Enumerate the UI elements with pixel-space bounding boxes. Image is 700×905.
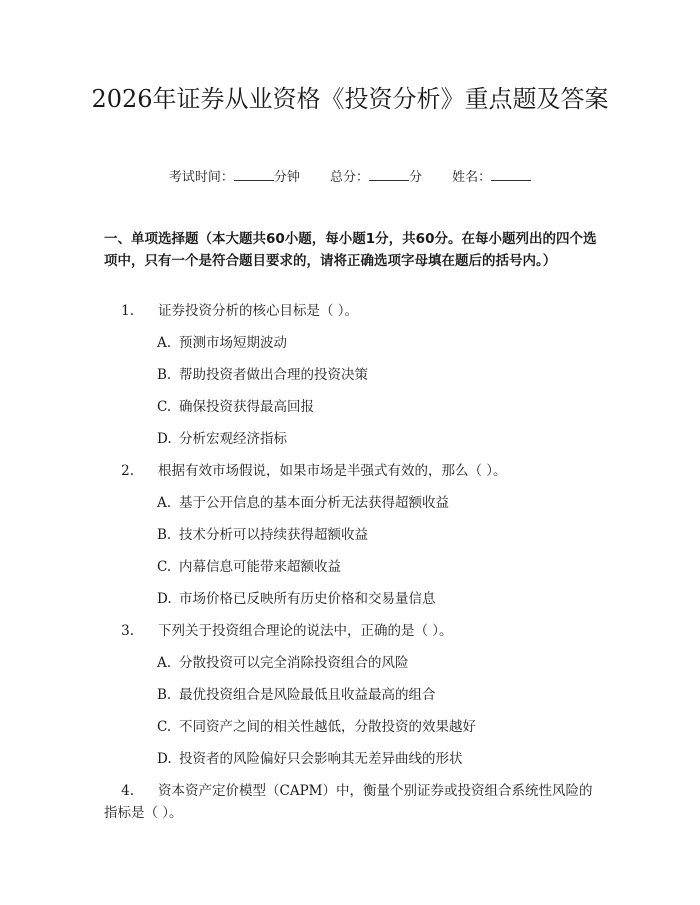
section-heading: 一、单项选择题（本大题共60小题，每小题1分，共60分。在每小题列出的四个选项中，只有一个是符合题目要求的，请将正确选项字母填在题后的括号内。） (104, 231, 597, 269)
score-label: 总分： (329, 170, 369, 185)
score-unit: 分 (409, 170, 423, 185)
option-letter: D. (157, 431, 172, 447)
question-number: 4. (121, 783, 134, 799)
question-text: 证券投资分析的核心目标是（ ）。 (158, 303, 359, 319)
question-text: 资本资产定价模型（CAPM）中，衡量个别证券或投资组合系统性风险的指标是（ ）。 (104, 783, 593, 821)
exam-meta (0, 168, 700, 188)
option-letter: C. (157, 399, 172, 415)
question-1 (104, 300, 600, 322)
option-text: 分散投资可以完全消除投资组合的风险 (179, 655, 409, 671)
option-text: 预测市场短期波动 (179, 335, 287, 351)
option-3c (157, 716, 597, 738)
question-4 (104, 780, 600, 824)
option-text: 市场价格已反映所有历史价格和交易量信息 (179, 591, 436, 607)
option-letter: B. (157, 367, 172, 383)
option-letter: B. (157, 527, 172, 543)
name-blank (491, 168, 531, 181)
option-2a (157, 492, 597, 514)
question-text: 根据有效市场假说，如果市场是半强式有效的，那么（ ）。 (158, 463, 507, 479)
option-letter: A. (157, 655, 172, 671)
question-text: 下列关于投资组合理论的说法中，正确的是（ ）。 (158, 623, 453, 639)
option-text: 内幕信息可能带来超额收益 (179, 559, 341, 575)
option-1d (157, 428, 597, 450)
option-text: 技术分析可以持续获得超额收益 (179, 527, 368, 543)
option-text: 分析宏观经济指标 (179, 431, 287, 447)
exam-score (330, 168, 422, 188)
option-letter: B. (157, 687, 172, 703)
option-text: 投资者的风险偏好只会影响其无差异曲线的形状 (179, 751, 463, 767)
question-2 (104, 460, 600, 482)
time-label: 考试时间： (168, 170, 234, 185)
option-text: 帮助投资者做出合理的投资决策 (179, 367, 368, 383)
option-text: 不同资产之间的相关性越低，分散投资的效果越好 (179, 719, 476, 735)
option-letter: D. (157, 591, 172, 607)
option-3d (157, 748, 597, 770)
question-number: 3. (121, 623, 134, 639)
option-1c (157, 396, 597, 418)
question-number: 2. (121, 463, 134, 479)
option-letter: C. (157, 559, 172, 575)
time-blank (234, 168, 274, 181)
option-3b (157, 684, 597, 706)
question-number: 1. (121, 303, 134, 319)
option-letter: D. (157, 751, 172, 767)
option-1a (157, 332, 597, 354)
option-text: 最优投资组合是风险最低且收益最高的组合 (179, 687, 436, 703)
option-2b (157, 524, 597, 546)
option-3a (157, 652, 597, 674)
exam-time (169, 168, 300, 188)
name-label: 姓名： (452, 170, 492, 185)
option-2d (157, 588, 597, 610)
option-text: 确保投资获得最高回报 (179, 399, 314, 415)
option-2c (157, 556, 597, 578)
option-letter: A. (157, 495, 172, 511)
score-blank (369, 168, 409, 181)
question-3 (104, 620, 600, 642)
time-unit: 分钟 (273, 170, 300, 185)
option-text: 基于公开信息的基本面分析无法获得超额收益 (179, 495, 449, 511)
option-letter: A. (157, 335, 172, 351)
option-1b (157, 364, 597, 386)
option-letter: C. (157, 719, 172, 735)
page-title: 2026年证券从业资格《投资分析》重点题及答案 (91, 85, 609, 113)
exam-name (452, 168, 531, 188)
